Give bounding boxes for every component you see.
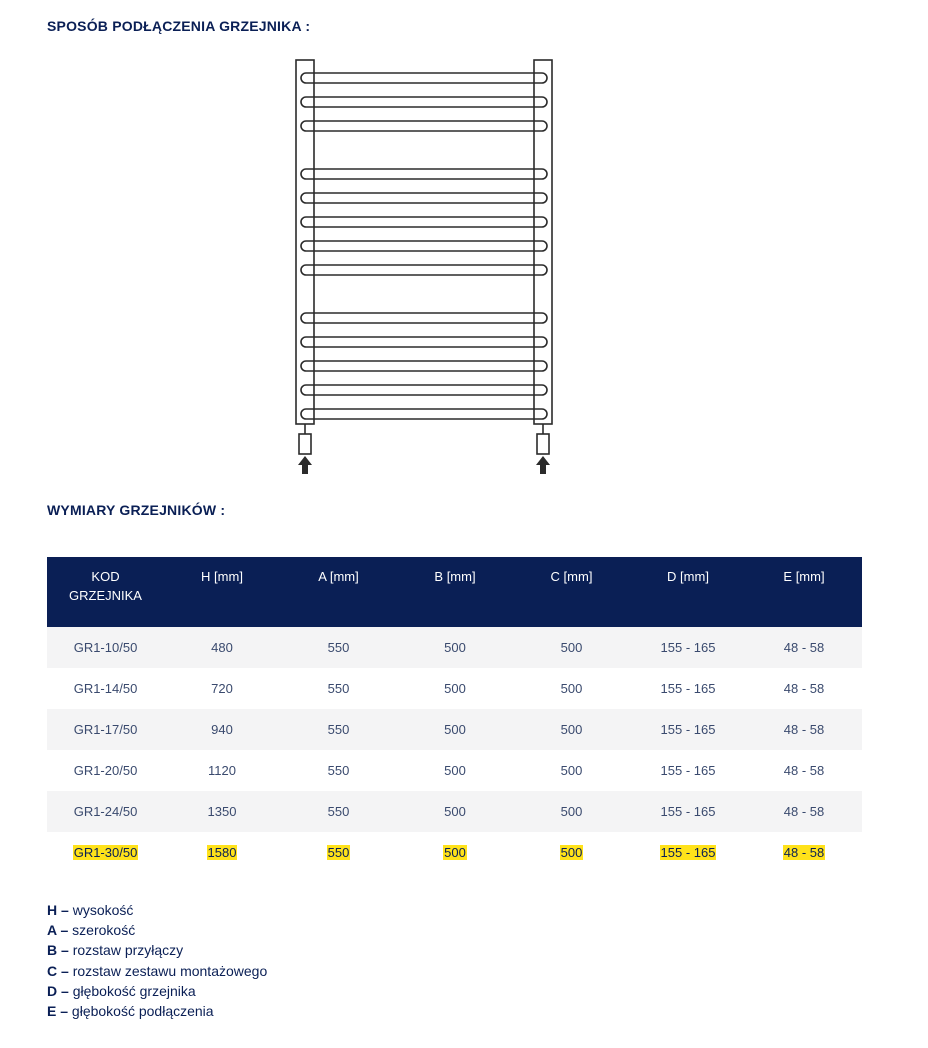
cell-code: GR1-20/50 (47, 750, 164, 791)
heating-tube (301, 193, 547, 203)
heating-tube (301, 409, 547, 419)
cell-d: 155 - 165 (630, 750, 746, 791)
cell-d: 155 - 165 (630, 832, 746, 873)
cell-a: 550 (280, 832, 397, 873)
legend-item-b: B – rozstaw przyłączy (47, 942, 184, 959)
table-row (47, 791, 862, 832)
heating-tube (301, 337, 547, 347)
legend-item-c: C – rozstaw zestawu montażowego (47, 962, 268, 979)
table-row (47, 627, 862, 668)
dimensions-heading: WYMIARY GRZEJNIKÓW : (47, 502, 226, 518)
legend-item-h: H – wysokość (47, 902, 134, 918)
cell-e: 48 - 58 (746, 709, 862, 750)
table-row (47, 709, 862, 750)
column-header-b: B [mm] (397, 557, 513, 627)
cell-d: 155 - 165 (630, 627, 746, 668)
cell-b: 500 (397, 832, 513, 873)
right-collector (534, 60, 552, 424)
heating-tube (301, 169, 547, 179)
cell-h: 1350 (164, 791, 280, 832)
dimensions-table (47, 557, 862, 873)
left-collector (296, 60, 314, 424)
cell-a: 550 (280, 627, 397, 668)
cell-c: 500 (513, 709, 630, 750)
heating-tube (301, 217, 547, 227)
cell-h: 480 (164, 627, 280, 668)
table-row-highlighted (47, 832, 862, 873)
heating-tube (301, 313, 547, 323)
cell-b: 500 (397, 750, 513, 791)
legend-item-d: D – głębokość grzejnika (47, 982, 196, 999)
table-row (47, 668, 862, 709)
dimension-legend (47, 900, 267, 1021)
column-header-a: A [mm] (280, 557, 397, 627)
cell-code: GR1-14/50 (47, 668, 164, 709)
left-inlet-arrow-icon (298, 456, 312, 474)
column-header-h: H [mm] (164, 557, 280, 627)
cell-a: 550 (280, 709, 397, 750)
cell-e: 48 - 58 (746, 832, 862, 873)
heating-tube (301, 265, 547, 275)
table-header-row (47, 557, 862, 627)
heating-tube (301, 73, 547, 83)
cell-code: GR1-10/50 (47, 627, 164, 668)
heating-tube (301, 97, 547, 107)
cell-c: 500 (513, 832, 630, 873)
cell-h: 720 (164, 668, 280, 709)
cell-h: 1580 (164, 832, 280, 873)
cell-a: 550 (280, 668, 397, 709)
cell-c: 500 (513, 627, 630, 668)
heating-tube (301, 385, 547, 395)
cell-b: 500 (397, 668, 513, 709)
cell-c: 500 (513, 750, 630, 791)
column-header-c: C [mm] (513, 557, 630, 627)
cell-c: 500 (513, 668, 630, 709)
table-row (47, 750, 862, 791)
cell-d: 155 - 165 (630, 791, 746, 832)
legend-item-e: E – głębokość podłączenia (47, 1003, 214, 1020)
cell-b: 500 (397, 627, 513, 668)
column-header-d: D [mm] (630, 557, 746, 627)
cell-e: 48 - 58 (746, 668, 862, 709)
right-inlet-arrow-icon (536, 456, 550, 474)
cell-d: 155 - 165 (630, 668, 746, 709)
column-header-e: E [mm] (746, 557, 862, 627)
heating-tube (301, 121, 547, 131)
right-valve (537, 434, 549, 454)
cell-h: 1120 (164, 750, 280, 791)
cell-b: 500 (397, 709, 513, 750)
cell-c: 500 (513, 791, 630, 832)
cell-d: 155 - 165 (630, 709, 746, 750)
cell-e: 48 - 58 (746, 627, 862, 668)
left-valve (299, 434, 311, 454)
cell-e: 48 - 58 (746, 750, 862, 791)
column-header-code: KOD GRZEJNIKA (47, 557, 164, 627)
cell-code: GR1-17/50 (47, 709, 164, 750)
cell-e: 48 - 58 (746, 791, 862, 832)
cell-b: 500 (397, 791, 513, 832)
radiator-connection-diagram (280, 52, 570, 482)
cell-a: 550 (280, 750, 397, 791)
heating-tube (301, 361, 547, 371)
cell-code: GR1-24/50 (47, 791, 164, 832)
connection-heading: SPOSÓB PODŁĄCZENIA GRZEJNIKA : (47, 18, 311, 34)
cell-code: GR1-30/50 (47, 832, 164, 873)
cell-a: 550 (280, 791, 397, 832)
legend-item-a: A – szerokość (47, 922, 136, 939)
cell-h: 940 (164, 709, 280, 750)
heating-tube (301, 241, 547, 251)
